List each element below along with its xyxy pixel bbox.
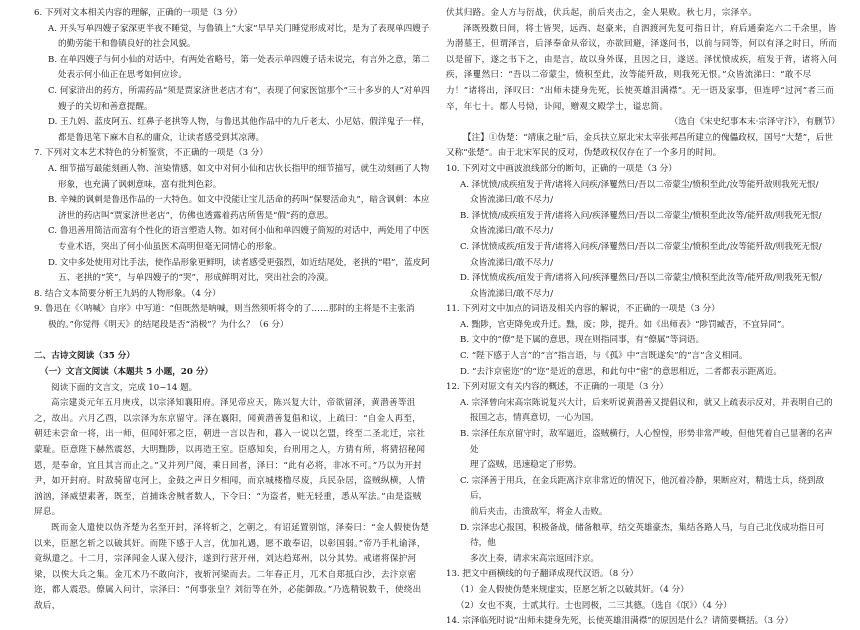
q13-sentence-1: （1）金人假使伪楚来规虚实，臣愿乞斩之以破其奸。（4 分） xyxy=(456,584,689,595)
q10-option-b-line1: B. 泽忧愤/成疾疽发于背/诸将入问/疾泽矍然曰/吾以二帝蒙尘/愤积至此汝等/能歼敌/则我死无恨/ xyxy=(460,210,822,221)
q12-option-b-line1: B. 宗泽任东京留守时，敌军逼近，盗贼横行，人心惶惶，形势非常严峻，但他凭着自己显著的名声处 xyxy=(460,429,833,455)
question-9 xyxy=(34,302,430,333)
q6-option-c: C. 何家浒出的药方，所需药品“须是贾家济世老店才有”，表现了何家医馆那个“三十多岁的人”对单四嫂子的关切和善意提醒。 xyxy=(48,85,430,112)
passage-paragraph-3: 泽既殁数日间，将士皆哭，远西、赵豪来，自泗渡河先复可指日计，府后通秦迄六二千余里，皆为潜墓王，但谓泽言，后泽奉命从帝议，亦欲回避，泽遂问书，以前与同等，何以有泽之时日，所而以是留下，遂之书下之，由是言，故以身外谋，且因之日，遂送。泽忧愤成疾，疽发于背，诸将入问疾，泽矍然曰：“吾以二帝蒙尘，愤积至此，汝等能歼敌，则我死无恨。”众皆流涕曰：“敢不尽力！”诸将出，泽叹曰：“出师未捷身先死，长使英雄泪满襟”。无一语及家事，但连呼“过河”者三而卒，年七十。都人号恸，讣闻，赠观文殿学士，谥忠简。 xyxy=(446,23,838,112)
q7-option-d: D. 文中多处使用对比手法，使作品形象更鲜明，读者感受更强烈，如近结尾处，老拱的“唱”，蓝皮阿五、老拱的“笑”，与单四嫂子的“哭”，形成鲜明对比，突出社会的冷漠。 xyxy=(48,257,430,284)
q12-option-b-line2: 理了盗贼，迅速稳定了形势。 xyxy=(470,460,582,471)
question-12 xyxy=(446,380,840,567)
q6-stem: 6. 下列对文本相关内容的理解，正确的一项是（3 分） xyxy=(34,8,243,18)
q12-option-c-line2: 前后夹击，击溃敌军，将金人击败。 xyxy=(470,507,608,517)
q12-option-d-line2: 多次上奏，请求宋高宗返回汴京。 xyxy=(470,553,599,564)
q9-line1: 9. 鲁迅在《〈呐喊〉自序》中写道：“但既然是呐喊，则当然须听将令的了……那时的主将是不主张消 xyxy=(34,304,415,315)
q13-sentence-2: （2）女也不爽，士贰其行。士也罔极，二三其德。（选自《氓》）（4 分） xyxy=(456,600,732,611)
q11-stem: 11. 下列对文中加点的词语及相关内容的解说，不正确的一项是（3 分） xyxy=(446,304,720,315)
q10-option-b-line2: 众皆流涕曰/敢不尽力/ xyxy=(470,226,554,237)
right-column xyxy=(446,6,840,630)
passage-paragraph-2: 既而金人遣使以伪齐楚为名至开封，泽将斩之，乞朝之，有诏延置别馆，泽奏曰：“金人假使伪楚以来，臣愿乞斩之以破其奸。而陛下感于人言，优加礼遇，愿不敢奉诏，以彰国弱。”帝乃手札谕泽，竟纵遣之。十二月，宗泽闻金人谋入侵汴，遂到行营开州，刘达趋郑州，以分其势。戒诸将保护河梁，以俟大兵之集。金兀术乃不敢向汴，夜斩河梁而去。二年春正月，兀术自郑抵白沙，去汴京密迩，都人震恐。僚属入问计，宗泽曰：“何事张皇？刘衍等在外，必能御敌。”乃选精锐数千，使绕出敌后， xyxy=(34,523,430,611)
q10-option-c-line2: 众皆流涕曰/敢不尽力/ xyxy=(470,257,554,268)
q10-option-d-line2: 众皆流涕曰/敢不尽力/ xyxy=(470,288,554,299)
q11-option-b: B. 文中的“僚”是下属的意思，现在则指同事，有“僚属”等词语。 xyxy=(460,335,705,346)
section-2-heading: 二、古诗文阅读（35 分） xyxy=(34,351,135,362)
q7-option-b: B. 辛辣的讽刺是鲁迅作品的一大特色。如文中没能让宝儿活命的药叫“保婴活命丸”，暗含讽刺：本应济世的药店叫“贾家济世老店”，仿佛也透露着药店所售是“假”药的意思。 xyxy=(48,195,430,221)
q12-option-c-line1: C. 宗泽善于用兵，在金兵距离汴京非常近的情况下，他沉着冷静，果断应对，精选士兵，绕到敌后， xyxy=(460,475,825,502)
q12-option-a-line2: 报国之志，情真意切，一心为国。 xyxy=(470,413,599,424)
q11-option-c: C. “陛下感于人言”的“言”指言语，与《孤》中“言既遂矣”的“言”含义相同。 xyxy=(460,351,748,362)
reading-instruction: 阅读下面的文言文，完成 10~14 题。 xyxy=(51,382,198,393)
question-11 xyxy=(446,302,840,380)
q10-option-d-line1: D. 泽忧愤成疾/疽发于背/诸将入问/疾泽矍然曰/吾以二帝蒙尘/愤积至此汝等/能歼敌/则我死无恨/ xyxy=(460,273,822,284)
passage-continued: 伏其归路。金人方与衍战，伏兵起，前后夹击之，金人果败。秋七月，宗泽卒。 xyxy=(446,8,758,18)
q9-line2: 极的。”你觉得《明天》的结尾段是否“消极”？为什么？（6 分） xyxy=(48,319,289,330)
q12-option-d-line1: D. 宗泽忠心报国，积极备战，储备粮草，结交英雄豪杰，集结各路人马，与自己北伐成功指日可待，他 xyxy=(460,522,825,549)
left-column xyxy=(34,6,430,615)
q11-option-a: A. 黜陟，官吏降免或升迁。黜，废；陟，提升。如《出师表》“陟罚臧否，不宜异同”。 xyxy=(460,319,790,330)
q6-option-b: B. 在单四嫂子与何小仙的对话中，有两处省略号，第一处表示单四嫂子话未说完，有言外之意，第二处表示何小仙正在思考如何应诊。 xyxy=(48,54,430,81)
q7-option-c: C. 鲁迅善用简洁而富有个性化的语言塑造人物。如对何小仙和单四嫂子简短的对话中，两处用了中医专业术语，突出了何小仙虽医术高明但毫无同情心的形象。 xyxy=(48,226,430,252)
q11-option-d: D. “去汴京密迩”的“迩”是近的意思，和此句中“密”的意思相近，二者都表示距离近。 xyxy=(460,366,783,377)
question-6 xyxy=(34,6,430,146)
q10-stem: 10. 下列对文中画波浪线部分的断句，正确的一项是（3 分） xyxy=(446,163,677,174)
q12-stem: 12. 下列对原文有关内容的概述，不正确的一项是（3 分） xyxy=(446,382,669,393)
q6-option-a: A. 开头写单四嫂子家深更半夜不睡觉，与鲁镇上“大家”早早关门睡觉形成对比，是为了表现单四嫂子的勤劳能干和鲁镇良好的社会风貌。 xyxy=(48,23,430,50)
q13-stem: 13. 把文中画横线的句子翻译成现代汉语。（8 分） xyxy=(446,569,639,580)
question-8: 8. 结合文本简要分析王九妈的人物形象。（4 分） xyxy=(34,288,221,299)
passage-note: 【注】①伪楚：“靖康之耻”后，金兵扶立原北宋太宰张邦昌所建立的傀儡政权，国号“大楚”，后世又称“张楚”。由于北宋军民的反对，伪楚政权仅存在了一个多月的时间。 xyxy=(446,132,833,159)
question-13 xyxy=(446,567,840,614)
question-14: 14. 宗泽临死时说“出师未捷身先死，长使英雄泪满襟”的原因是什么？请简要概括。（3 分） xyxy=(446,616,794,627)
q10-option-a-line1: A. 泽忧愤/成疾疽发于背/诸将入问疾/泽矍然曰/吾以二帝蒙尘/愤积至此/汝等能歼敌则我死无恨/ xyxy=(460,179,819,190)
q10-option-c-line1: C. 泽忧愤成疾/疽发于背/诸将入问疾/泽矍然曰/吾以二帝蒙尘/愤积至此/汝等能歼敌/则我死无恨/ xyxy=(460,241,822,252)
passage-source: （选自《宋史纪事本末·宗泽守汴》，有删节） xyxy=(669,117,840,128)
q7-option-a: A. 细节描写最能刻画人物、渲染情感，如文中对何小仙和店伙长指甲的细节描写，就生动刻画了人物形象，也充满了讽刺意味，富有批判色彩。 xyxy=(48,163,430,190)
passage-paragraph-1: 高宗建炎元年五月庚戌，以宗泽知襄阳府。泽见帝应天，陈兴复大计，帝欲留泽，黄潜善等沮之，故出。六月乙酉，以宗泽为东京留守。泽在襄阳，闻黄潜善复倡和议，上疏曰：“自金人再至，朝廷未尝命一将，出一师，但闻奸邪之臣，朝进一言以告和，暮入一说以乞盟，终至二圣北迁，宗社蒙耻。臣意陛下赫然震怒，大明黜陟，以再造王室。臣感知矣，台刑用之人，方猜有所，将猜招秘闻恩，是奉命，宜且其言而止之。”又并列尸阅，乘日回者，泽曰：“此有必将，非冰不可。”乃以为开封尹，如开封府。时敌骑留屯河上，金鼓之声日夕相闻，而京城楼橹尽废，兵民杂居，盗贼纵横，人情汹汹，泽威望素著，既至，首捕诛舍贼者数人，下令曰：“为盗者，赃无轻重，悉从军法。”由是盗贼屏息。 xyxy=(34,398,426,518)
question-10 xyxy=(446,162,840,302)
q7-stem: 7. 下列对文本艺术特色的分析鉴赏，不正确的一项是（3 分） xyxy=(34,148,268,159)
q10-option-a-line2: 众皆流涕曰/敢不尽力/ xyxy=(470,195,554,206)
q6-option-d: D. 王九妈、蓝皮阿五、红鼻子老拱等人物，与鲁迅其他作品中的九斤老太、小尼姑、假洋鬼子一样，都是鲁迅笔下麻木自私的庸众，让读者感受到其凉薄。 xyxy=(48,117,430,143)
question-7 xyxy=(34,146,430,286)
q12-option-a-line1: A. 宗泽曾向宋高宗陈说复兴大计，后来听说黄潜善又提倡议和，就又上疏表示反对，并表明自己的 xyxy=(460,397,833,408)
subsection-1-heading: （一）文言文阅读（本题共 5 小题，20 分） xyxy=(40,367,214,378)
